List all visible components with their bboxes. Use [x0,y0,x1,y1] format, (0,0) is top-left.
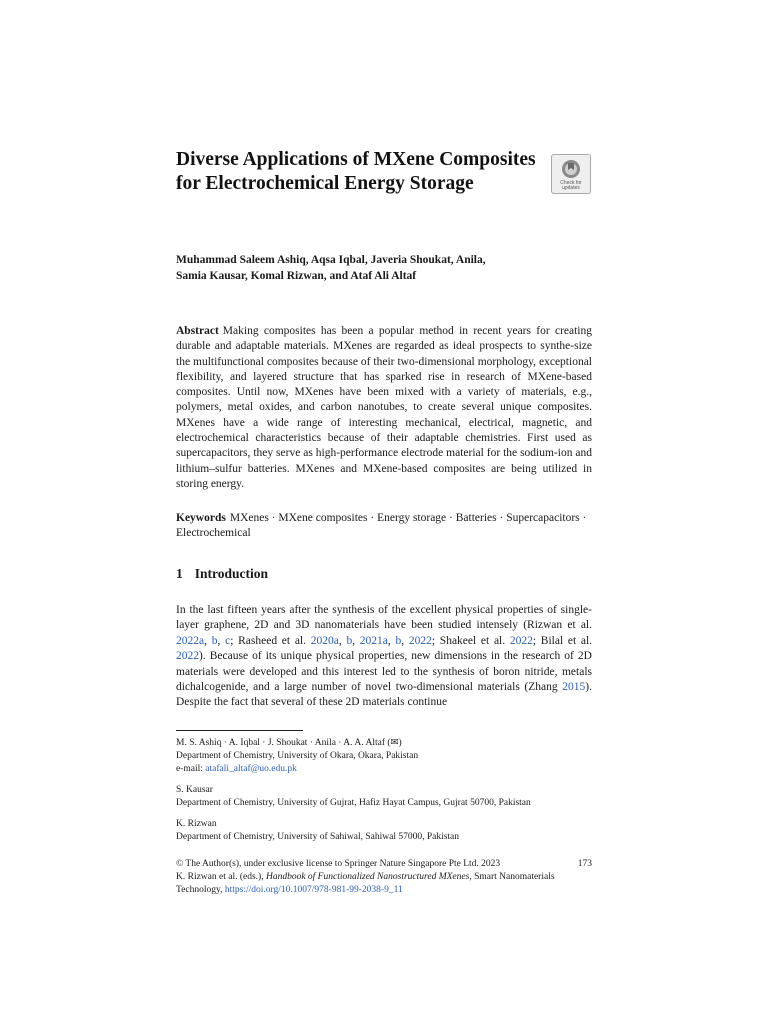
affiliation-2 [176,784,592,810]
affiliation-names: K. Rizwan [176,819,217,829]
intro-text: ; Bilal et al. [532,634,593,647]
copyright-notice: © The Author(s), under exclusive license to Springer Nature Singapore Pte Ltd. 2023 [176,859,501,869]
intro-text: , [387,634,396,647]
section-heading [176,566,268,582]
copyright-block [176,858,592,897]
citation-link[interactable]: c [225,634,231,647]
book-editors: K. Rizwan et al. (eds.), [176,872,266,882]
author-line-1: Muhammad Saleem Ashiq, Aqsa Iqbal, Javeria Shoukat, Anila, [176,254,486,266]
badge-label [560,181,581,191]
keywords-label: Keywords [176,512,226,524]
keywords [176,511,592,542]
section-number: 1 [176,566,183,581]
citation-link[interactable]: b [211,634,218,647]
book-series: , Smart Nanomaterials Technology, [176,872,555,895]
badge-label-line2: updates [562,185,580,191]
intro-text: ). Despite the fact that several of these 2D materials continue [176,681,592,709]
email-link[interactable]: atafali_altaf@uo.edu.pk [205,764,297,774]
author-line-2: Samia Kausar, Komal Rizwan, and Ataf Ali Altaf [176,269,417,282]
affiliation-department: Department of Chemistry, University of Gujrat, Hafiz Hayat Campus, Gujrat 50700, Pakistan [176,798,531,808]
abstract [176,324,592,492]
footnote-divider [176,730,303,731]
affiliation-names: S. Kausar [176,785,213,795]
intro-text: ). Because of its unique physical properties, new dimensions in the research of 2D materials were developed and this interest led to the synthesis of boron nitride, metals dichalcogenide, and a large number of novel two-dimensional materials (Zhang [176,650,592,694]
book-citation [176,871,592,897]
crossmark-icon [561,159,581,179]
affiliation-1 [176,737,592,776]
intro-text: , [204,634,212,647]
citation-link[interactable]: 2021a [359,634,388,647]
chapter-title: Diverse Applications of MXene Composites for Electrochemical Energy Storage [176,149,536,194]
book-title: Handbook of Functionalized Nanostructured MXenes [265,872,470,882]
intro-text: , [217,634,226,647]
intro-text: , [338,634,347,647]
introduction-paragraph [176,603,592,711]
email-label: e-mail: [176,764,206,774]
affiliation-department: Department of Chemistry, University of Sahiwal, Sahiwal 57000, Pakistan [176,832,460,842]
section-title: Introduction [194,566,269,581]
citation-link[interactable]: 2022a [176,634,205,647]
intro-text: In the last fifteen years after the synthesis of the excellent physical properties of single-layer graphene, 2D and 3D nanomaterials have been studied intensely (Rizwan et al. [176,604,592,632]
citation-link[interactable]: 2022 [408,634,432,647]
citation-link[interactable]: 2022 [176,650,199,663]
intro-text: , [401,634,409,647]
citation-link[interactable]: 2020a [310,634,339,647]
badge-label-line1: Check for [560,180,582,186]
affiliation-department: Department of Chemistry, University of Okara, Okara, Pakistan [176,751,419,761]
citation-link[interactable]: 2022 [509,634,533,647]
author-list [176,253,592,284]
affiliation-3 [176,818,592,844]
abstract-label: Abstract [176,325,219,337]
abstract-text: Making composites has been a popular method in recent years for creating durable and adaptable materials. MXenes are regarded as ideal prospects to synthe-size the multifunctional composites because of their two-dimensional morphology, exceptional flexibility, and layered structure that has sparked rise in research of MXene-based composites. Until now, MXenes have been mixed with a variety of materials, e.g., polymers, metal oxides, and carbon nanotubes, to create several unique composites. MXenes have a wide range of interesting mechanical, electrical, magnetic, and electrochemical characteristics because of their adaptable chemistries. First used as supercapacitors, they serve as high-performance electrode material for the sodium-ion and lithium–sulfur batteries. MXenes and MXene-based composites are being utilized in storing energy. [176,325,592,490]
affiliation-email [176,763,592,776]
citation-link[interactable]: b [346,634,353,647]
keywords-text: MXenes · MXene composites · Energy storage · Batteries · Supercapacitors · Electrochemical [176,512,587,540]
author-affiliations [176,737,592,852]
check-for-updates-badge[interactable] [551,154,591,194]
doi-link[interactable]: https://doi.org/10.1007/978-981-99-2038-9_11 [224,885,403,895]
intro-text: , [352,634,360,647]
citation-link[interactable]: b [395,634,402,647]
affiliation-names: M. S. Ashiq · A. Iqbal · J. Shoukat · Anila · A. A. Altaf (✉) [176,738,402,748]
intro-text: ; Shakeel et al. [431,634,510,647]
intro-text: ; Rasheed et al. [230,634,311,647]
page-number: 173 [577,859,592,869]
citation-link[interactable]: 2015 [562,681,586,694]
